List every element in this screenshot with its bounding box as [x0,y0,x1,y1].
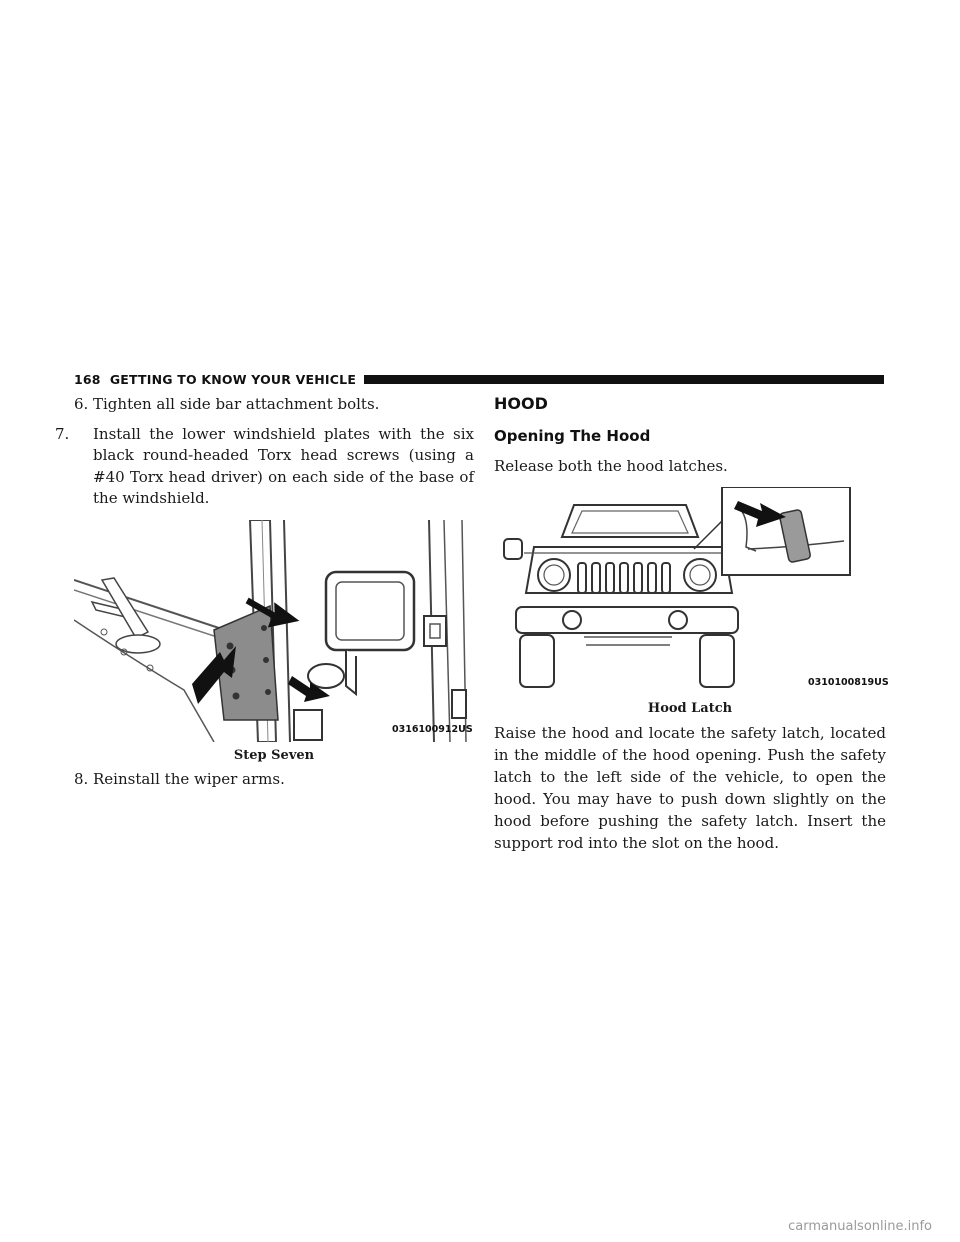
subsection-heading: Opening The Hood [494,427,651,445]
figure-code: 0316100912US [392,723,473,735]
figure-caption: Hood Latch [647,701,733,716]
section-title: GETTING TO KNOW YOUR VEHICLE [109,371,357,387]
figure-caption: Step Seven [233,747,315,763]
header-label [74,372,356,387]
page-number: 168 [74,371,101,387]
right-column [494,394,889,854]
left-column [55,394,474,790]
header-rule [364,375,884,384]
step-7: 7. Install the lower windshield plates with the six black round-headed Torx head screws (using a #40 Torx head driver) on each side of the base of the windshield. [55,424,474,507]
page-header [74,370,884,388]
intro-text: Release both the hood latches. [494,457,728,475]
jeep-front-illustration [494,487,886,693]
figure-code: 0310100819US [808,677,889,688]
step-8: 8. Reinstall the wiper arms. [74,769,285,788]
watermark: carmanualsonline.info [788,1219,932,1234]
figure-step-seven [74,520,474,763]
body-text: Raise the hood and locate the safety latch, located in the middle of the hood opening. Push the safety latch to the left side of the vehicle, to open the hood. You may have to push down slightly on the hood before pushing the safety latch. Insert the support rod into the slot on the hood. [494,724,886,852]
section-heading: HOOD [494,394,548,413]
figure-hood-latch [494,487,889,716]
step-6: 6. Tighten all side bar attachment bolts. [74,395,380,413]
windshield-illustration [74,520,474,742]
